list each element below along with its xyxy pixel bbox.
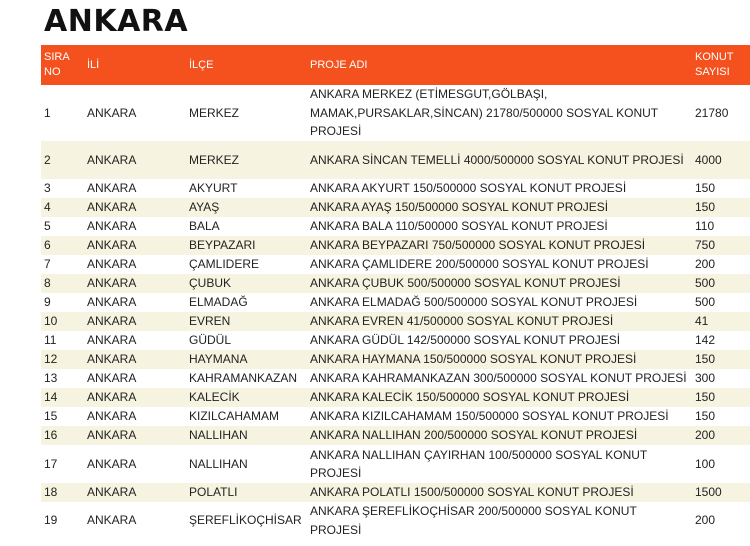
cell-il: ANKARA [84,85,186,141]
cell-il: ANKARA [84,236,186,255]
table-row [41,483,750,502]
cell-ilce: NALLIHAN [186,445,307,483]
cell-konut-sayisi: 4000 [692,141,750,179]
cell-il: ANKARA [84,217,186,236]
cell-ilce: KALECİK [186,388,307,407]
cell-il: ANKARA [84,141,186,179]
cell-il: ANKARA [84,293,186,312]
cell-sira-no: 3 [41,179,84,198]
cell-il: ANKARA [84,407,186,426]
cell-konut-sayisi: 200 [692,426,750,445]
cell-proje-adi: ANKARA KAHRAMANKAZAN 300/500000 SOSYAL KONUT PROJESİ [307,369,692,388]
cell-ilce: MERKEZ [186,85,307,141]
cell-konut-sayisi: 150 [692,407,750,426]
cell-konut-sayisi: 200 [692,255,750,274]
cell-proje-adi: ANKARA NALLIHAN 200/500000 SOSYAL KONUT PROJESİ [307,426,692,445]
cell-konut-sayisi: 500 [692,274,750,293]
cell-ilce: ŞEREFLİKOÇHİSAR [186,502,307,539]
cell-ilce: NALLIHAN [186,426,307,445]
cell-proje-adi: ANKARA EVREN 41/500000 SOSYAL KONUT PROJESİ [307,312,692,331]
cell-il: ANKARA [84,312,186,331]
cell-ilce: KIZILCAHAMAM [186,407,307,426]
header-ilce: İLÇE [186,45,307,85]
cell-proje-adi: ANKARA AKYURT 150/500000 SOSYAL KONUT PROJESİ [307,179,692,198]
cell-sira-no: 12 [41,350,84,369]
cell-konut-sayisi: 1500 [692,483,750,502]
cell-ilce: ÇUBUK [186,274,307,293]
table-row [41,85,750,141]
cell-konut-sayisi: 150 [692,388,750,407]
table-row [41,331,750,350]
cell-ilce: AYAŞ [186,198,307,217]
cell-sira-no: 17 [41,445,84,483]
cell-sira-no: 15 [41,407,84,426]
table-row [41,274,750,293]
cell-il: ANKARA [84,255,186,274]
cell-sira-no: 5 [41,217,84,236]
cell-ilce: GÜDÜL [186,331,307,350]
cell-konut-sayisi: 750 [692,236,750,255]
cell-konut-sayisi: 200 [692,502,750,539]
cell-konut-sayisi: 41 [692,312,750,331]
housing-projects-table [41,45,750,539]
cell-ilce: EVREN [186,312,307,331]
cell-proje-adi: ANKARA MERKEZ (ETİMESGUT,GÖLBAŞI, MAMAK,PURSAKLAR,SİNCAN) 21780/500000 SOSYAL KONUT PROJESİ [307,85,692,141]
table-row [41,407,750,426]
cell-sira-no: 1 [41,85,84,141]
table-row [41,388,750,407]
table-row [41,426,750,445]
cell-konut-sayisi: 21780 [692,85,750,141]
header-proje-adi: PROJE ADI [307,45,692,85]
cell-il: ANKARA [84,274,186,293]
cell-proje-adi: ANKARA ŞEREFLİKOÇHİSAR 200/500000 SOSYAL KONUT PROJESİ [307,502,692,539]
cell-proje-adi: ANKARA ELMADAĞ 500/500000 SOSYAL KONUT PROJESİ [307,293,692,312]
cell-proje-adi: ANKARA KIZILCAHAMAM 150/500000 SOSYAL KONUT PROJESİ [307,407,692,426]
cell-ilce: BALA [186,217,307,236]
table-row [41,217,750,236]
cell-proje-adi: ANKARA POLATLI 1500/500000 SOSYAL KONUT PROJESİ [307,483,692,502]
header-row [41,45,750,85]
table-row [41,312,750,331]
cell-sira-no: 6 [41,236,84,255]
cell-konut-sayisi: 150 [692,198,750,217]
cell-ilce: ÇAMLIDERE [186,255,307,274]
table-row [41,141,750,179]
cell-sira-no: 18 [41,483,84,502]
table-row [41,198,750,217]
cell-il: ANKARA [84,369,186,388]
cell-il: ANKARA [84,388,186,407]
table-row [41,255,750,274]
cell-il: ANKARA [84,445,186,483]
cell-proje-adi: ANKARA BALA 110/500000 SOSYAL KONUT PROJESİ [307,217,692,236]
cell-ilce: POLATLI [186,483,307,502]
cell-konut-sayisi: 110 [692,217,750,236]
cell-ilce: MERKEZ [186,141,307,179]
table-row [41,502,750,539]
cell-sira-no: 13 [41,369,84,388]
cell-il: ANKARA [84,483,186,502]
table-row [41,179,750,198]
table-row [41,236,750,255]
cell-sira-no: 2 [41,141,84,179]
cell-proje-adi: ANKARA BEYPAZARI 750/500000 SOSYAL KONUT PROJESİ [307,236,692,255]
cell-ilce: ELMADAĞ [186,293,307,312]
cell-sira-no: 10 [41,312,84,331]
table-row [41,369,750,388]
cell-il: ANKARA [84,331,186,350]
cell-proje-adi: ANKARA ÇAMLIDERE 200/500000 SOSYAL KONUT PROJESİ [307,255,692,274]
cell-ilce: BEYPAZARI [186,236,307,255]
cell-sira-no: 4 [41,198,84,217]
cell-il: ANKARA [84,198,186,217]
cell-konut-sayisi: 300 [692,369,750,388]
cell-ilce: HAYMANA [186,350,307,369]
cell-proje-adi: ANKARA GÜDÜL 142/500000 SOSYAL KONUT PROJESİ [307,331,692,350]
cell-sira-no: 19 [41,502,84,539]
cell-proje-adi: ANKARA HAYMANA 150/500000 SOSYAL KONUT PROJESİ [307,350,692,369]
cell-proje-adi: ANKARA NALLIHAN ÇAYIRHAN 100/500000 SOSYAL KONUT PROJESİ [307,445,692,483]
cell-konut-sayisi: 142 [692,331,750,350]
cell-sira-no: 11 [41,331,84,350]
cell-il: ANKARA [84,502,186,539]
cell-sira-no: 8 [41,274,84,293]
cell-konut-sayisi: 500 [692,293,750,312]
header-sira-no: SIRA NO [41,45,84,85]
cell-sira-no: 14 [41,388,84,407]
cell-sira-no: 7 [41,255,84,274]
page-title: ANKARA [44,4,189,39]
cell-il: ANKARA [84,179,186,198]
cell-proje-adi: ANKARA ÇUBUK 500/500000 SOSYAL KONUT PROJESİ [307,274,692,293]
cell-il: ANKARA [84,426,186,445]
cell-proje-adi: ANKARA AYAŞ 150/500000 SOSYAL KONUT PROJESİ [307,198,692,217]
table-row [41,445,750,483]
cell-sira-no: 16 [41,426,84,445]
cell-konut-sayisi: 150 [692,350,750,369]
table-row [41,293,750,312]
cell-proje-adi: ANKARA KALECİK 150/500000 SOSYAL KONUT PROJESİ [307,388,692,407]
header-konut-sayisi: KONUT SAYISI [692,45,750,85]
cell-proje-adi: ANKARA SİNCAN TEMELLİ 4000/500000 SOSYAL KONUT PROJESİ [307,141,692,179]
cell-konut-sayisi: 100 [692,445,750,483]
header-il: İLİ [84,45,186,85]
cell-sira-no: 9 [41,293,84,312]
cell-konut-sayisi: 150 [692,179,750,198]
cell-ilce: KAHRAMANKAZAN [186,369,307,388]
cell-ilce: AKYURT [186,179,307,198]
table-row [41,350,750,369]
cell-il: ANKARA [84,350,186,369]
